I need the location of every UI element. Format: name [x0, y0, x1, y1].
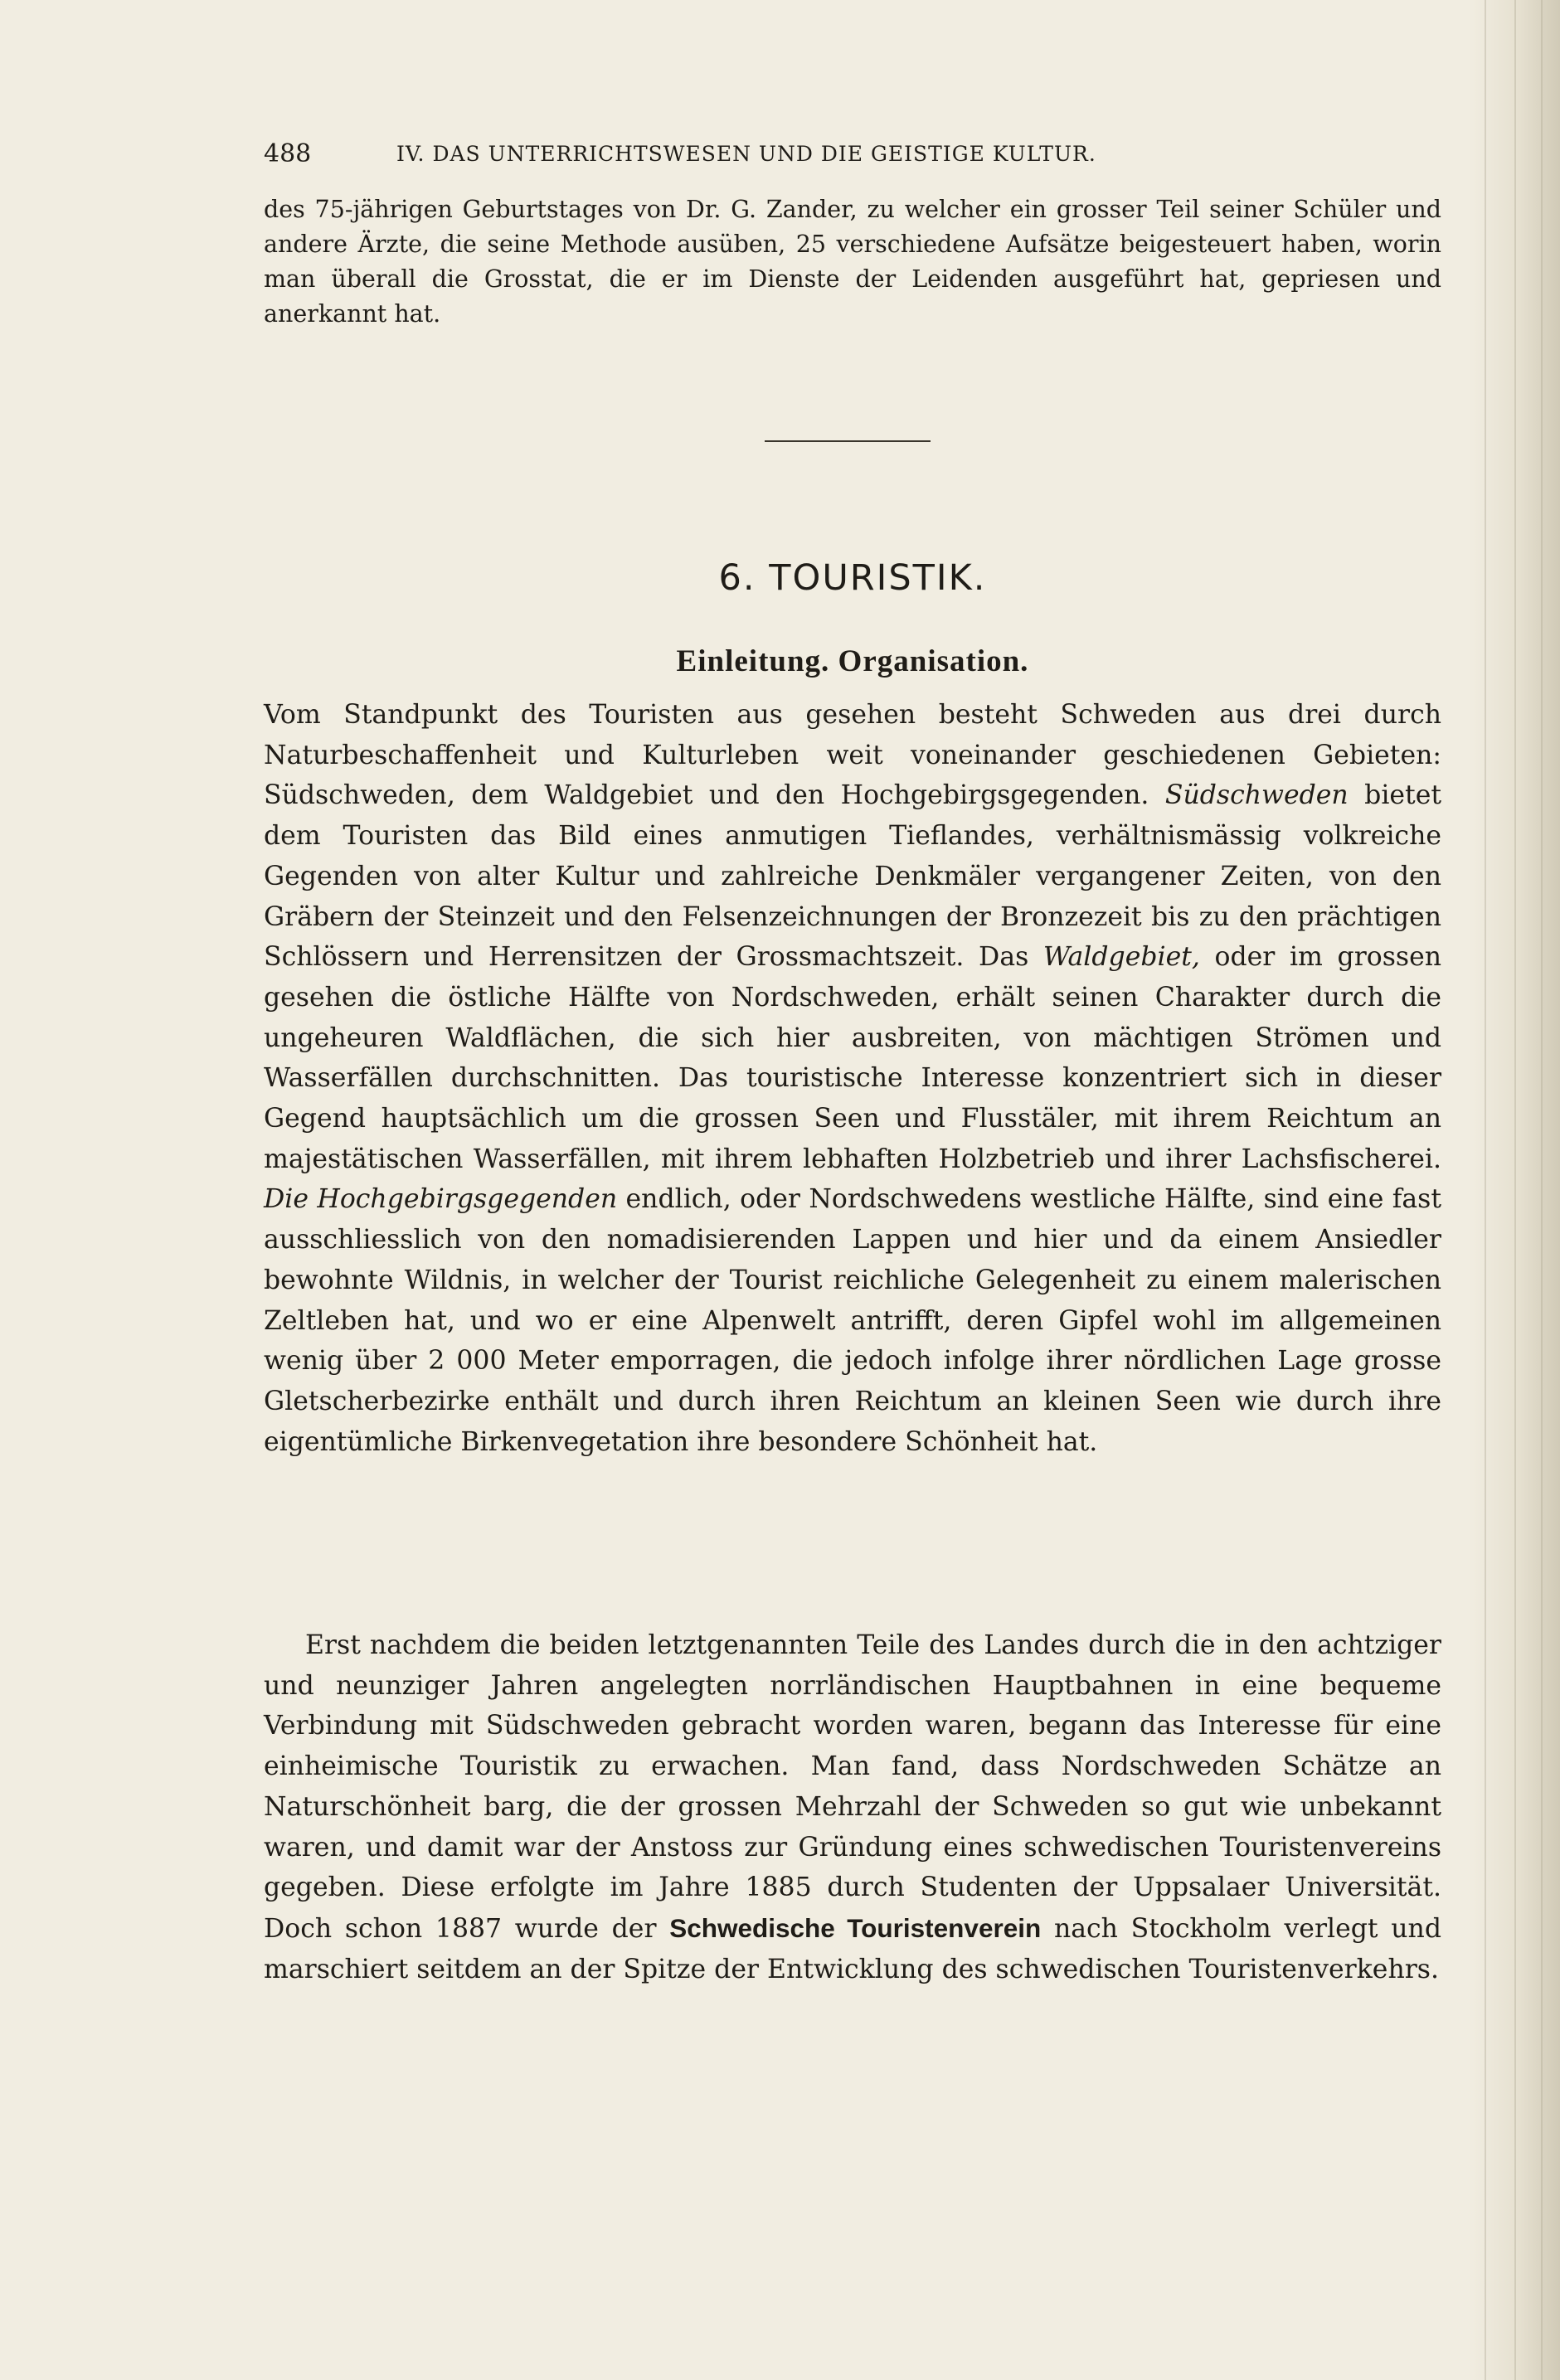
italic-term-waldgebiet: Waldgebiet, [1042, 942, 1200, 973]
page-edge-line [1514, 0, 1516, 2380]
paragraph-text: bietet dem Touristen das Bild eines anmutigen Tieflandes, verhältnismässig volkreiche Gegenden von alter Kultur und zahlreiche Denkmäler vergangener Zeiten, von den Gräbern der Steinzeit und den Felsenzeichnungen der Bronzezeit bis zu den prächtigen Schlössern und Herrensitzen der Grossmachtszeit. Das [264, 780, 1441, 973]
paragraph-history [264, 1625, 1441, 1989]
page-edge-line [1541, 0, 1543, 2380]
paragraph-text: Erst nachdem die beiden letztgenannten Teile des Landes durch die in den achtziger und neunziger Jahren angelegten norrländischen Hauptbahnen in eine bequeme Verbindung mit Südschweden gebracht worden waren, begann das Interesse für eine einheimische Touristik zu erwachen. Man fand, dass Nordschweden Schätze an Naturschönheit barg, die der grossen Mehrzahl der Schweden so gut wie unbekannt waren, und damit war der Anstoss zur Gründung eines schwedischen Touristenvereins gegeben. Diese erfolgte im Jahre 1885 durch Studenten der Uppsalaer Universität. Doch schon 1887 wurde der [264, 1630, 1441, 1944]
section-subtitle: Einleitung. Organisation. [676, 644, 1029, 678]
paragraph-text: endlich, oder Nordschwedens westliche Hälfte, sind eine fast ausschliesslich von den nomadisierenden Lappen und hier und da einem Ansiedler bewohnte Wildnis, in welcher der Tourist reichliche Gelegenheit zu einem malerischen Zeltleben hat, und wo er eine Alpenwelt antrifft, deren Gipfel wohl im allgemeinen wenig über 2 000 Meter emporragen, die jedoch infolge ihrer nördlichen Lage grosse Gletscherbezirke enthält und durch ihren Reichtum an kleinen Seen wie durch ihre eigentümliche Birkenvegetation ihre besondere Schönheit hat. [264, 1184, 1441, 1457]
paragraph-text: Vom Standpunkt des Touristen aus gesehen besteht Schweden aus drei durch Naturbeschaffenheit und Kulturleben weit voneinander geschiedenen Gebieten: Südschweden, dem Waldgebiet und den Hochgebirgsgegenden. [264, 700, 1441, 811]
italic-term-suedschweden: Südschweden [1164, 780, 1349, 811]
page-edge-line [1485, 0, 1486, 2380]
paragraph-text: oder im grossen gesehen die östliche Hälfte von Nordschweden, erhält seinen Charakter durch die ungeheuren Waldflächen, die sich hier ausbreiten, von mächtigen Strömen und Wasserfällen durchschnitten. Das touristische Interesse konzentriert sich in dieser Gegend hauptsächlich um die grossen Seen und Flusstäler, mit ihrem Reichtum an majestätischen Wasserfällen, mit ihrem lebhaften Holzbetrieb und ihrer Lachsfischerei. [264, 942, 1441, 1174]
intro-paragraph: des 75-jährigen Geburtstages von Dr. G. Zander, zu welcher ein grosser Teil seiner Schüler und andere Ärzte, die seine Methode ausüben, 25 verschiedene Aufsätze beigesteuert haben, worin man überall die Grosstat, die er im Dienste der Leidenden ausgeführt hat, gepriesen und anerkannt hat. [264, 196, 1441, 328]
bold-term-touristenverein: Schwedische Touristenverein [669, 1912, 1042, 1943]
running-head [264, 139, 1441, 172]
section-divider [765, 440, 931, 442]
page-number: 488 [264, 139, 312, 168]
running-title: IV. DAS UNTERRICHTSWESEN UND DIE GEISTIGE KULTUR. [396, 142, 1096, 166]
section-title: 6. TOURISTIK. [718, 557, 987, 599]
italic-term-hochgebirgsgegenden: Die Hochgebirgsgegenden [264, 1184, 618, 1215]
paragraph-text: nach Stockholm verlegt und marschiert seitdem an der Spitze der Entwicklung des schwedischen Touristenverkehrs. [264, 1913, 1441, 1984]
paragraph-regions [264, 695, 1441, 1462]
